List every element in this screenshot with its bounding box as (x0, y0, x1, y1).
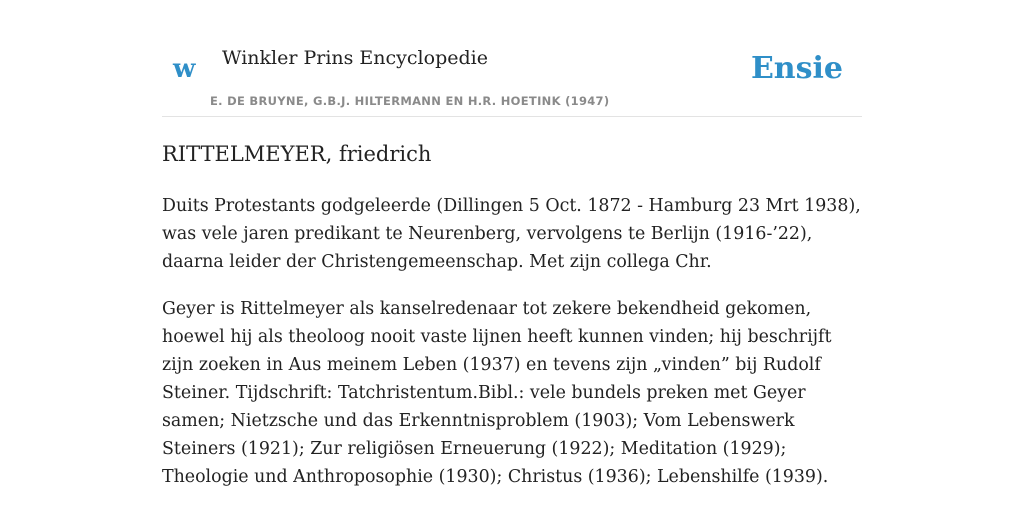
ensie-brand-logo[interactable]: Ensie (750, 51, 843, 86)
entry-title: RITTELMEYER, friedrich (162, 142, 432, 166)
site-logo-icon[interactable]: w (173, 54, 196, 84)
entry-paragraph-2: Geyer is Rittelmeyer als kanselredenaar tot zekere bekendheid gekomen, hoewel hij als theoloog nooit vaste lijnen heeft kunnen vinden; hij beschrijft zijn zoeken in Aus meinem Leben (1937) en tevens zijn „vinden” bij Rudolf Steiner. Tijdschrift: Tatchristentum.Bibl.: vele bundels preken met Geyer samen; Nietzsche und das Erkenntnisproblem (1903); Vom Lebenswerk Steiners (1921); Zur religiösen Erneuerung (1922); Meditation (1929); Theologie und Anthroposophie (1930); Christus (1936); Lebenshilfe (1939). (162, 299, 832, 487)
source-authors: E. DE BRUYNE, G.B.J. HILTERMANN EN H.R. HOETINK (1947) (210, 94, 610, 108)
entry-paragraph-1: Duits Protestants godgeleerde (Dillingen 5 Oct. 1872 - Hamburg 23 Mrt 1938), was vele jaren predikant te Neurenberg, vervolgens te Berlijn (1916-’22), daarna leider der Christengemeenschap. Met zijn collega Chr. (162, 196, 861, 272)
site-title[interactable]: Winkler Prins Encyclopedie (222, 47, 488, 69)
site-header (162, 0, 862, 117)
